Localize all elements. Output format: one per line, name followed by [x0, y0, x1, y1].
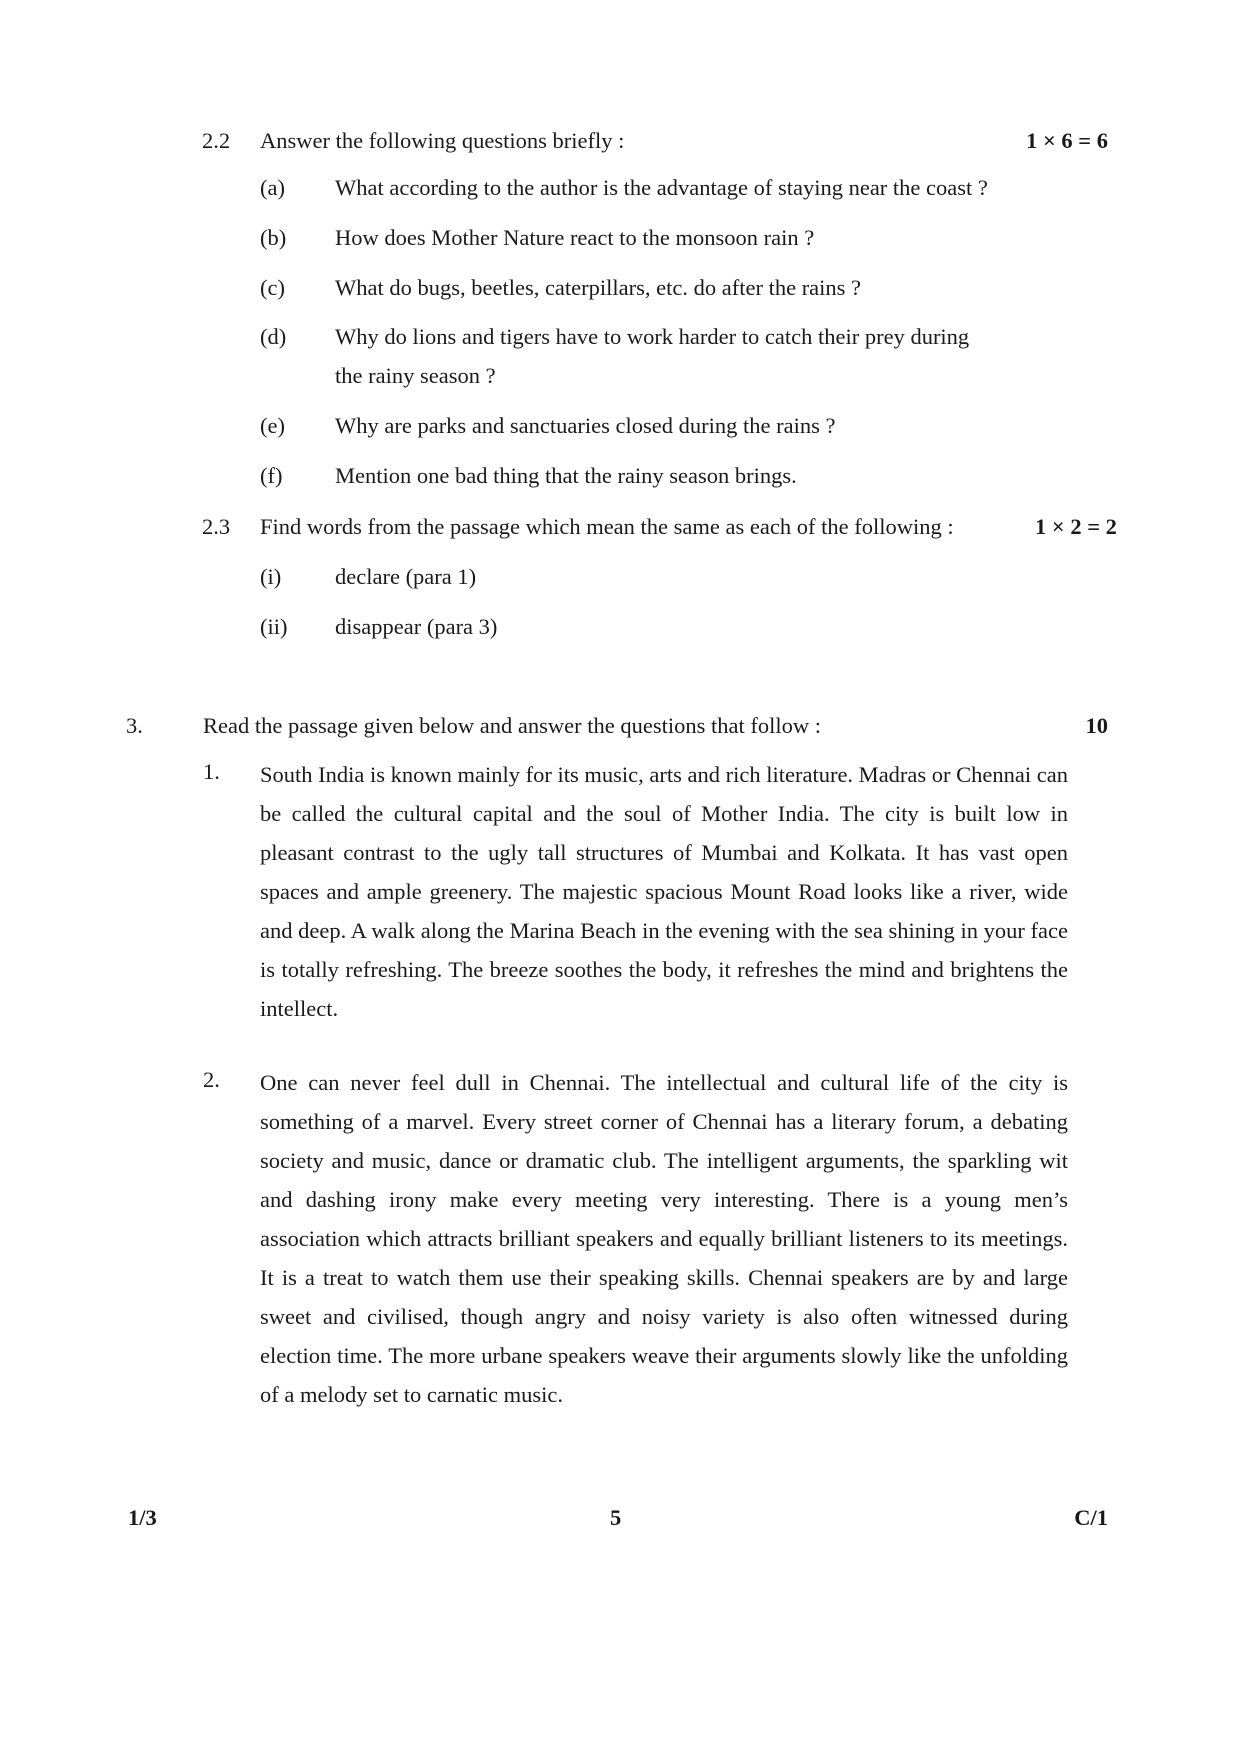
- question-3-instruction: Read the passage given below and answer the questions that follow :: [203, 713, 821, 738]
- section-2-3-marks: 1 × 2 = 2: [1035, 514, 1117, 539]
- question-3-marks: 10: [1085, 713, 1108, 738]
- section-2-3-instruction: Find words from the passage which mean the same as each of the following :: [260, 514, 954, 539]
- item-label-ii: (ii): [260, 614, 288, 639]
- question-text-b: How does Mother Nature react to the monsoon rain ?: [335, 225, 815, 250]
- paragraph-2-number: 2.: [203, 1067, 220, 1092]
- question-label-f: (f): [260, 463, 283, 488]
- question-text-d-line1: Why do lions and tigers have to work harder to catch their prey during: [335, 324, 970, 349]
- question-3-number: 3.: [126, 713, 143, 738]
- item-text-i: declare (para 1): [335, 564, 477, 589]
- question-label-c: (c): [260, 275, 285, 300]
- question-text-c: What do bugs, beetles, caterpillars, etc. do after the rains ?: [335, 275, 862, 300]
- item-text-ii: disappear (para 3): [335, 614, 498, 639]
- section-2-2-instruction: Answer the following questions briefly :: [260, 128, 625, 153]
- item-label-i: (i): [260, 564, 282, 589]
- question-text-a: What according to the author is the advantage of staying near the coast ?: [335, 175, 988, 200]
- question-text-d-line2: the rainy season ?: [335, 363, 496, 388]
- question-text-e: Why are parks and sanctuaries closed during the rains ?: [335, 413, 836, 438]
- footer-left: 1/3: [128, 1505, 157, 1530]
- paragraph-2-text: One can never feel dull in Chennai. The intellectual and cultural life of the city is something of a marvel. Every street corner of Chennai has a literary forum, a debating society and music, dance or dramatic club. The intelligent arguments, the sparkling wit and dashing irony make every meeting very interesting. There is a young men’s association which attracts brilliant speakers and equally brilliant listeners to its meetings. It is a treat to watch them use their speaking skills. Chennai speakers are by and large sweet and civilised, though angry and noisy variety is also often witnessed during election time. The more urbane speakers weave their arguments slowly like the unfolding of a melody set to carnatic music.: [260, 1070, 1068, 1407]
- question-label-a: (a): [260, 175, 285, 200]
- section-2-2-marks: 1 × 6 = 6: [1026, 128, 1108, 153]
- question-label-e: (e): [260, 413, 285, 438]
- section-2-3-number: 2.3: [202, 514, 231, 539]
- question-label-b: (b): [260, 225, 287, 250]
- question-label-d: (d): [260, 324, 287, 349]
- page-number: 5: [610, 1505, 622, 1530]
- section-2-2-number: 2.2: [202, 128, 231, 153]
- paragraph-1-text: South India is known mainly for its music, arts and rich literature. Madras or Chennai can be called the cultural capital and the soul of Mother India. The city is built low in pleasant contrast to the ugly tall structures of Mumbai and Kolkata. It has vast open spaces and ample greenery. The majestic spacious Mount Road looks like a river, wide and deep. A walk along the Marina Beach in the evening with the sea shining in your face is totally refreshing. The breeze soothes the body, it refreshes the mind and brightens the intellect.: [260, 762, 1068, 1021]
- footer-right: C/1: [1074, 1505, 1108, 1530]
- paragraph-1-number: 1.: [203, 759, 220, 784]
- question-text-f: Mention one bad thing that the rainy season brings.: [335, 463, 797, 488]
